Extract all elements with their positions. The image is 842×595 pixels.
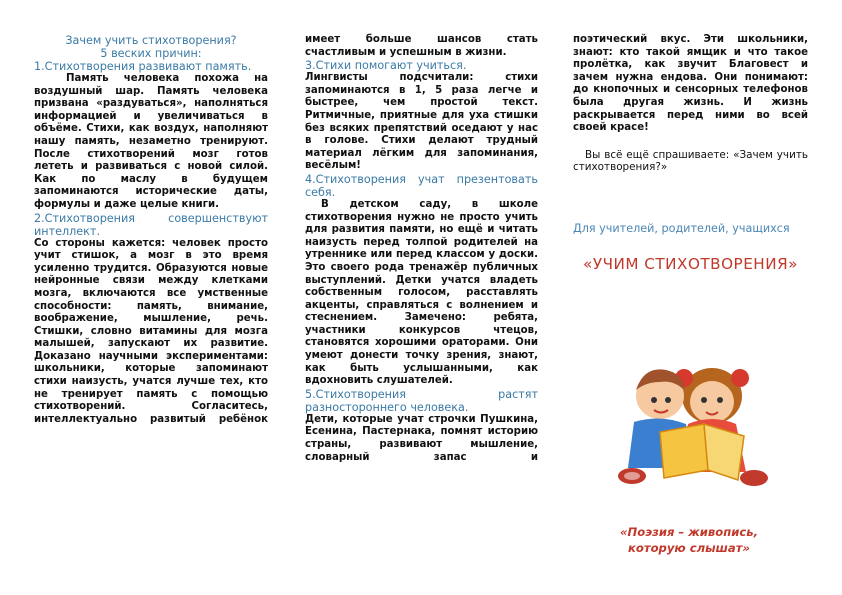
leaflet-motto: «Поэзия – живопись, которую слышат» — [620, 525, 758, 555]
reason-4-text: В детском саду, в школе стихотворения нужно не просто учить для развития памяти, но ещё и читать наизусть перед толпой родителей на утреннике или перед классом у доски. Это своего рода тренажёр публичных выступлений. Детки учатся владеть собственным голосом, расставлять акценты, справляться с волнением и стеснением. Замечено: ребята, участники конкурсов чтецов, становятся хорошими ораторами. Они умеют донести точку зрения, знают, как быть услышанными, как вдохновить слушателей. — [305, 198, 538, 387]
audience-label: Для учителей, родителей, учащихся — [573, 221, 790, 235]
reason-3-heading: 3.Стихи помогают учиться. — [305, 59, 467, 73]
children-reading-book-icon — [604, 344, 782, 492]
reason-2-continuation: имеет больше шансов стать счастливым и успешным в жизни. — [305, 34, 538, 58]
column-1 — [34, 34, 268, 426]
reason-1-text: Память человека похожа на воздушный шар. Память человека призвана «раздуваться», наполняться информацией и увеличиваться в объёме. Стихи, как воздух, наполняют нашу память, незаметно тренируют. После стихотворений мозг готов лететь и развиваться с новой силой. Как по маслу в будущем запоминаются исторические даты, формулы и даже целые книги. — [34, 73, 268, 210]
reason-5-text: Дети, которые учат строчки Пушкина, Есенина, Пастернака, помнят историю страны, развивают мышление, словарный запас и — [305, 413, 538, 463]
closing-question: Вы всё ещё спрашиваете: «Зачем учить стихотворения?» — [573, 148, 808, 174]
reason-4-heading: 4.Стихотворения учат презентовать себя. — [305, 172, 538, 199]
leaflet-main-title: «УЧИМ СТИХОТВОРЕНИЯ» — [583, 254, 798, 273]
leaflet-question-title: Зачем учить стихотворения? — [65, 34, 237, 47]
reason-5-continuation: поэтический вкус. Эти школьники, знают: кто такой ямщик и что такое пролётка, как звучит Благовест и зачем нужна ендова. Они понимают: до кнопочных и сенсорных телефонов была другая жизнь. И жизнь раскрывается перед ними во всей своей красе! — [573, 34, 808, 134]
reasons-subtitle: 5 веских причин: — [100, 47, 202, 60]
reason-1-heading: 1.Стихотворения развивают память. — [34, 60, 252, 73]
reason-2-heading: 2.Стихотворения совершенствуют интеллект. — [34, 211, 268, 238]
reason-3-text: Лингвисты подсчитали: стихи запоминаются в 1, 5 раза легче и быстрее, чем простой текст. Ритмичные, приятные для уха стишки без всяких препятствий оседают у нас в голове. Стихи делают трудный материал лёгким для запоминания, весёлым! — [305, 72, 538, 172]
column-2 — [305, 34, 538, 464]
reason-2-text: Со стороны кажется: человек просто учит стишок, а мозг в это время усиленно трудится. Образуются новые нейронные связи между клетками мозга, включаются все умственные способности: память, внимание, воображение, мышление, речь. Стишки, словно витамины для мозга малышей, запускают их развитие. Доказано научными экспериментами: школьники, которые запоминают стихи наизусть, учатся лучше тех, кто не тренирует память с помощью стихотворений. Согласитесь, интеллектуально развитый ребёнок — [34, 237, 268, 425]
column-3 — [573, 34, 808, 274]
reason-5-heading: 5.Стихотворения растят разностороннего человека. — [305, 387, 538, 414]
